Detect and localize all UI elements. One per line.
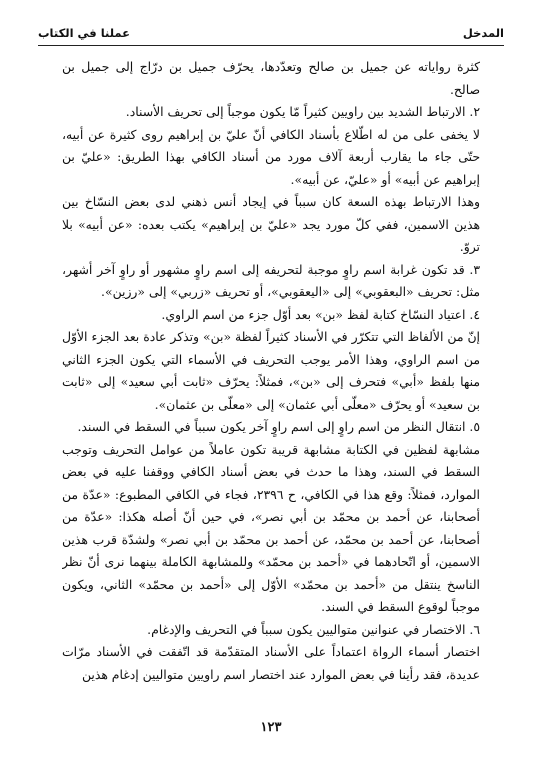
body-text [62,56,480,716]
paragraph-1: كثرة رواياته عن جميل بن صالح وتعدّدها، يحرّف جميل بن درّاج إلى جميل بن صالح. [62,59,480,97]
paragraph-3: لا يخفى على من له اطّلاع بأسناد الكافي أنّ عليّ بن إبراهيم روى كثيرة عن أبيه، حتّى جاء ما يقارب أربعة آلاف مورد من أسناد الكافي بهذا الطريق: «عليّ بن إبراهيم عن أبيه» أو «عليّ، عن أبيه». [62,126,480,187]
paragraph-2: ٢. الارتباط الشديد بين راويين كثيراً مّا يكون موجباً إلى تحريف الأسناد. [125,104,480,119]
header-section-title: المدخل [462,26,504,40]
header-chapter-title: عملنا في الكتاب [38,26,130,40]
paragraph-7: إنّ من الألفاظ التي تتكرّر في الأسناد كثيراً لفظة «بن» وتذكر عادة بعد الجزء الأوّل من اسم الراوي، وهذا الأمر يوجب التحريف في الأسماء التي يكون الجزء الثاني منها بلفظ «أبي» فتحرف إلى «بن»، فمثلاً: يحرّف «ثابت أبي سعيد» إلى «ثابت بن سعيد» أو يحرّف «معلّى أبي عثمان» إلى «معلّى بن عثمان». [62,329,480,412]
header-divider [38,45,504,46]
paragraph-11: اختصار أسماء الرواة اعتماداً على الأسناد المتقدّمة قد اتّفقت في الأسناد مرّات عديدة، فقد رأينا في بعض الموارد عند اختصار اسم راويين متواليين إدغام هذين [62,644,480,682]
paragraph-8: ٥. انتقال النظر من اسم راوٍ إلى اسم راوٍ آخر يكون سبباً في السقط في السند. [77,419,480,434]
paragraph-5: ٣. قد تكون غرابة اسم راوٍ موجبة لتحريفه إلى اسم راوٍ مشهور أو راوٍ آخر أشهر، مثل: تحريف «البعقوبي» إلى «اليعقوبي»، أو تحريف «زربي» إلى «رزين». [62,261,480,299]
page-number: ١٢٣ [260,720,282,735]
paragraph-10: ٦. الاختصار في عنوانين متواليين يكون سبباً في التحريف والإدغام. [147,621,480,637]
paragraph-4: وهذا الارتباط بهذه السعة كان سبباً في إيجاد أنس ذهني لدى بعض النسّاخ بين هذين الاسمين، ففي كلّ مورد يجد «عليّ بن إبراهيم» يكتب بعده: «عن أبيه» بلا تروّ. [62,194,480,254]
running-header [38,24,504,44]
paragraph-6: ٤. اعتياد النسّاخ كتابة لفظ «بن» بعد أوّل جزء من اسم الراوي. [161,306,480,322]
paragraph-9: مشابهة لفظين في الكتابة مشابهة قريبة تكون عاملاً من عوامل التحريف وتوجب السقط في السند، وهذا ما حدث في بعض أسناد الكافي ووقفنا عليه في بعض الموارد، فمثلاً: وقع هذا في الكافي، ح ٢٣٩٦، فجاء في الكافي المطبوع: «عدّة من أصحابنا، عن أحمد بن محمّد بن أبي نصر»، في حين أنّ أصله هكذا: «عدّة من أصحابنا، عن أحمد بن محمّد، عن أحمد بن محمّد بن أبي نصر» ولشدّة قرب هذين الاسمين، أو اتّحادهما في «أحمد بن محمّد» وللمشابهة الكاملة بينهما نرى أنّ نظر الناسخ ينتقل من «أحمد بن محمّد» الأوّل إلى «أحمد بن محمّد» الثاني، ويكون موجباً لوقوع السقط في السند. [62,441,480,614]
